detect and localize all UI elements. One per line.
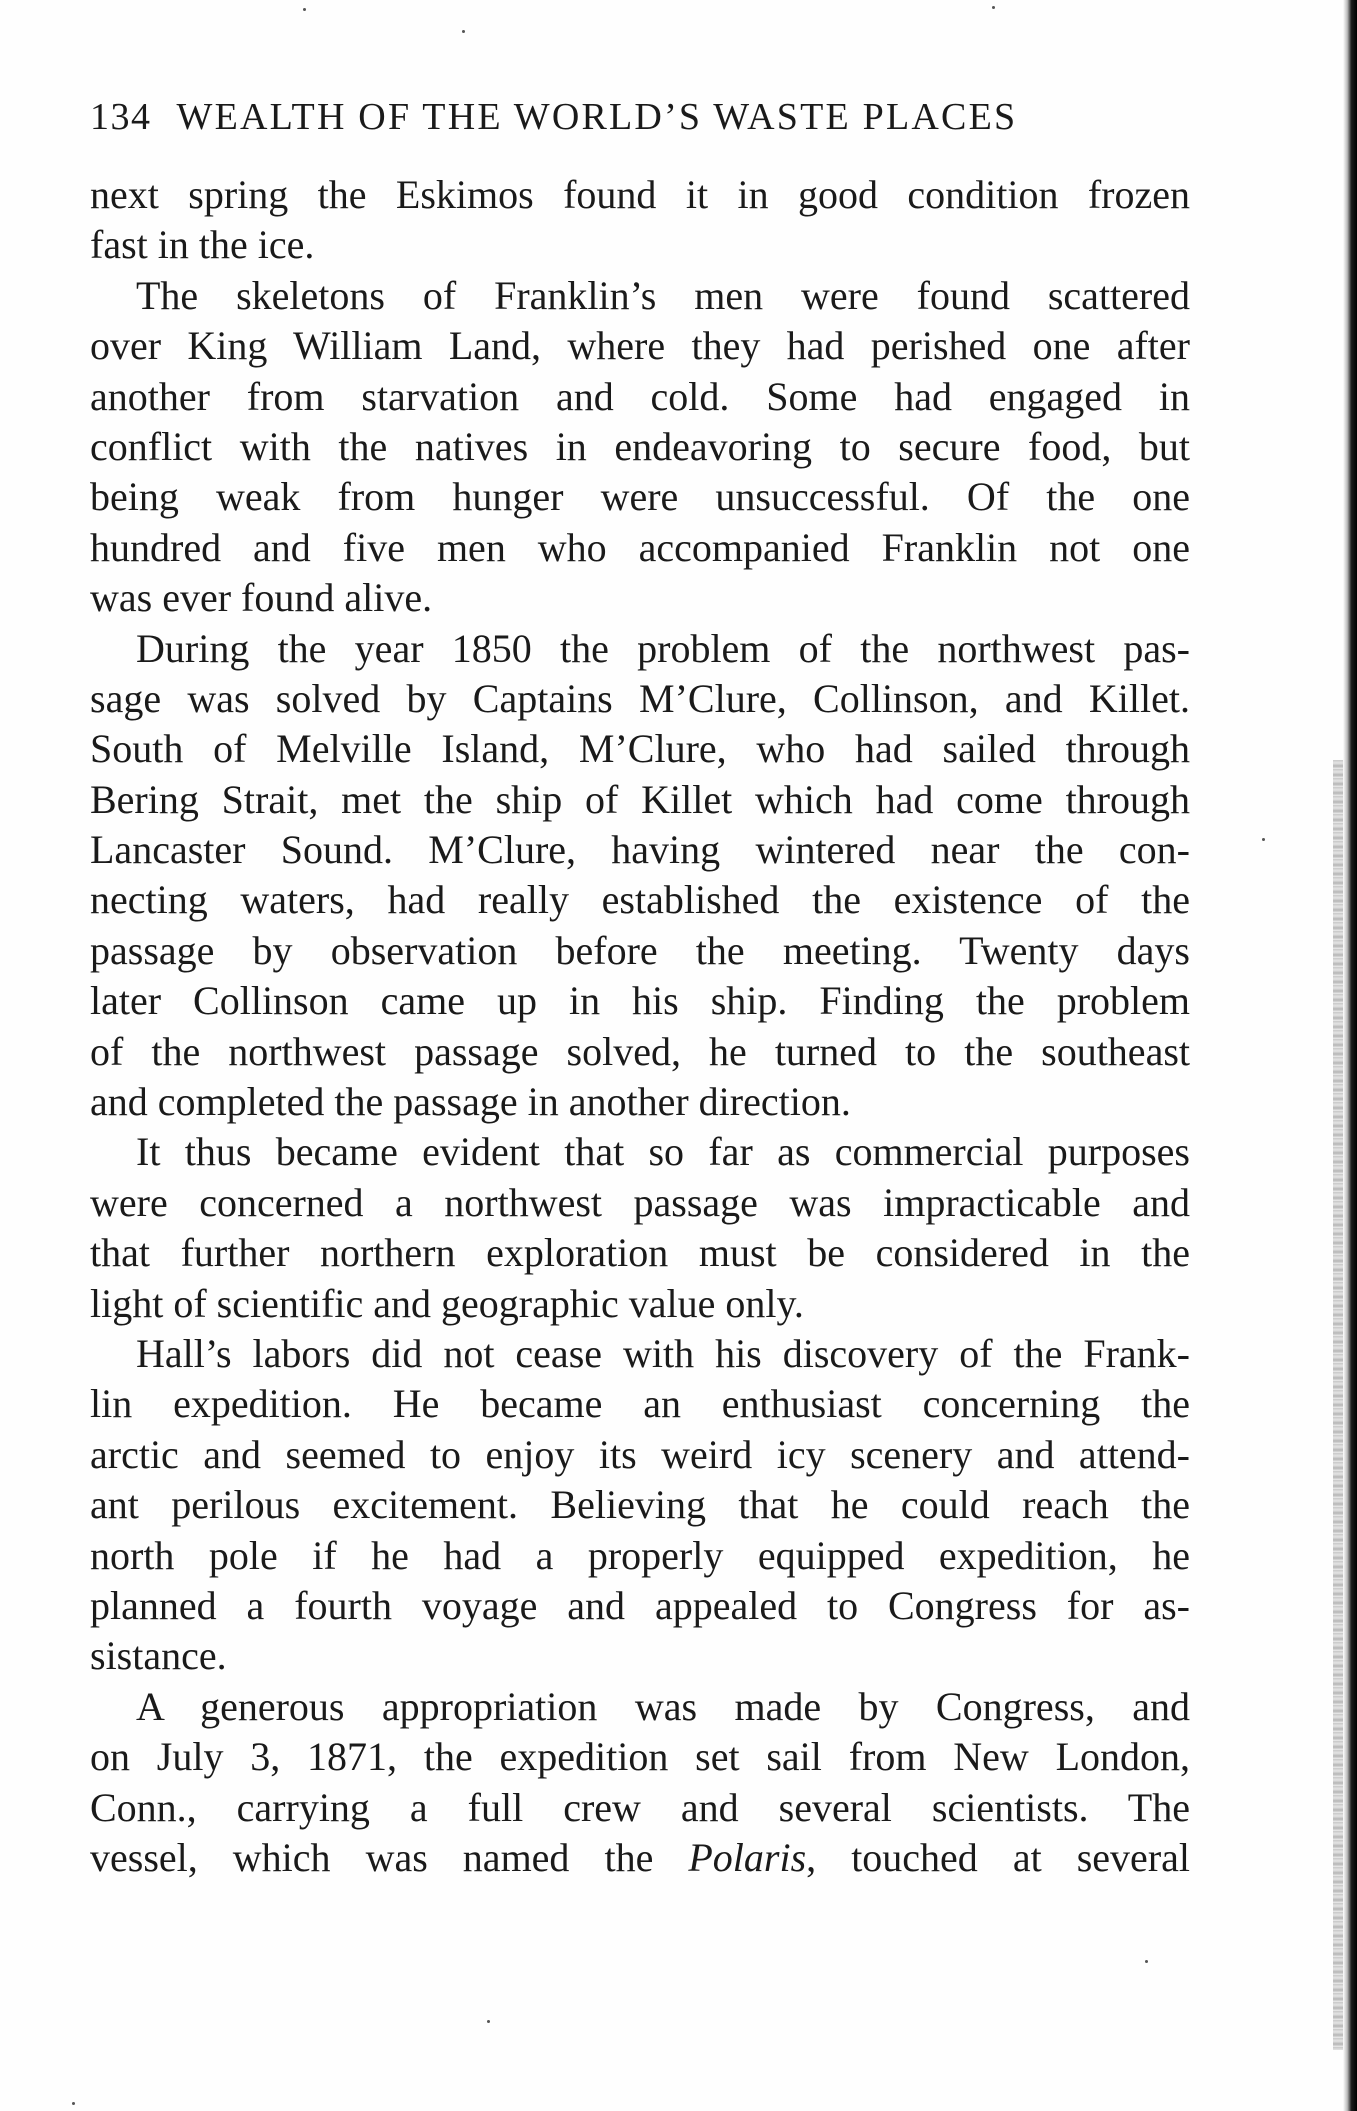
text-line: planned a fourth voyage and appealed to Congress for as- xyxy=(90,1582,1190,1628)
text-line: Hall’s labors did not cease with his discovery of the Frank- xyxy=(136,1330,1190,1376)
text-line: South of Melville Island, M’Clure, who had sailed through xyxy=(90,726,1190,772)
text-line: was ever found alive. xyxy=(90,575,433,621)
scan-speck xyxy=(72,2102,75,2105)
text-line: of the northwest passage solved, he turned to the southeast xyxy=(90,1028,1190,1074)
running-header xyxy=(90,92,1200,142)
text-line: It thus became evident that so far as commercial purposes xyxy=(136,1129,1190,1175)
text-line: that further northern exploration must be considered in the xyxy=(90,1230,1190,1276)
text-line: lin expedition. He became an enthusiast concerning the xyxy=(90,1381,1190,1427)
paragraph xyxy=(90,1329,1190,1682)
text-line: on July 3, 1871, the expedition set sail from New London, xyxy=(90,1734,1190,1780)
running-title: WEALTH OF THE WORLD’S WASTE PLACES xyxy=(176,96,1018,138)
text-line: north pole if he had a properly equipped expedition, he xyxy=(90,1532,1190,1578)
text-line: conflict with the natives in endeavoring to secure food, but xyxy=(90,423,1190,469)
text-line: A generous appropriation was made by Congress, and xyxy=(136,1683,1190,1729)
text-line: necting waters, had really established the existence of the xyxy=(90,877,1190,923)
scan-speck xyxy=(1145,1960,1148,1963)
text-line: Lancaster Sound. M’Clure, having wintered near the con- xyxy=(90,827,1190,873)
text-line: next spring the Eskimos found it in good condition frozen xyxy=(90,172,1190,217)
text-line: another from starvation and cold. Some had engaged in xyxy=(90,373,1190,419)
text-line: ant perilous excitement. Believing that he could reach the xyxy=(90,1482,1190,1528)
text-line: light of scientific and geographic value only. xyxy=(90,1280,804,1326)
scan-speck xyxy=(487,2020,490,2023)
text-line: sage was solved by Captains M’Clure, Collinson, and Killet. xyxy=(90,675,1190,721)
scan-speck xyxy=(1262,838,1265,841)
text-line: fast in the ice. xyxy=(90,222,315,268)
text-line: were concerned a northwest passage was impracticable and xyxy=(90,1179,1190,1225)
binding-texture xyxy=(1333,760,1343,2050)
paragraph xyxy=(90,1127,1190,1329)
text-line: later Collinson came up in his ship. Finding the problem xyxy=(90,978,1190,1024)
text-line: and completed the passage in another direction. xyxy=(90,1079,851,1125)
text-line: The skeletons of Franklin’s men were found scattered xyxy=(136,272,1190,318)
paragraph xyxy=(90,271,1190,624)
text-line: passage by observation before the meeting. Twenty days xyxy=(90,927,1190,973)
final-line-after: , touched at several xyxy=(806,1834,1190,1880)
book-binding-edge xyxy=(1343,0,1357,2111)
paragraph xyxy=(90,1682,1190,1884)
text-line: During the year 1850 the problem of the northwest pas- xyxy=(136,625,1190,671)
scan-speck xyxy=(992,6,995,9)
text-line: over King William Land, where they had perished one after xyxy=(90,323,1190,369)
text-line: hundred and five men who accompanied Franklin not one xyxy=(90,524,1190,570)
paragraph xyxy=(90,170,1190,271)
body-text xyxy=(90,170,1190,1883)
text-line: being weak from hunger were unsuccessful. Of the one xyxy=(90,474,1190,520)
text-line: arctic and seemed to enjoy its weird icy scenery and attend- xyxy=(90,1431,1190,1477)
paragraph xyxy=(90,624,1190,1128)
ship-name-italic: Polaris xyxy=(688,1834,807,1880)
text-line: Conn., carrying a full crew and several scientists. The xyxy=(90,1784,1190,1830)
text-line-final xyxy=(90,1833,1190,1883)
text-line: sistance. xyxy=(90,1633,227,1679)
text-line: Bering Strait, met the ship of Killet which had come through xyxy=(90,776,1190,822)
final-line-before: vessel, which was named the xyxy=(90,1834,689,1880)
scan-speck xyxy=(462,30,465,33)
page-number: 134 xyxy=(90,96,152,138)
scan-speck xyxy=(303,8,306,11)
